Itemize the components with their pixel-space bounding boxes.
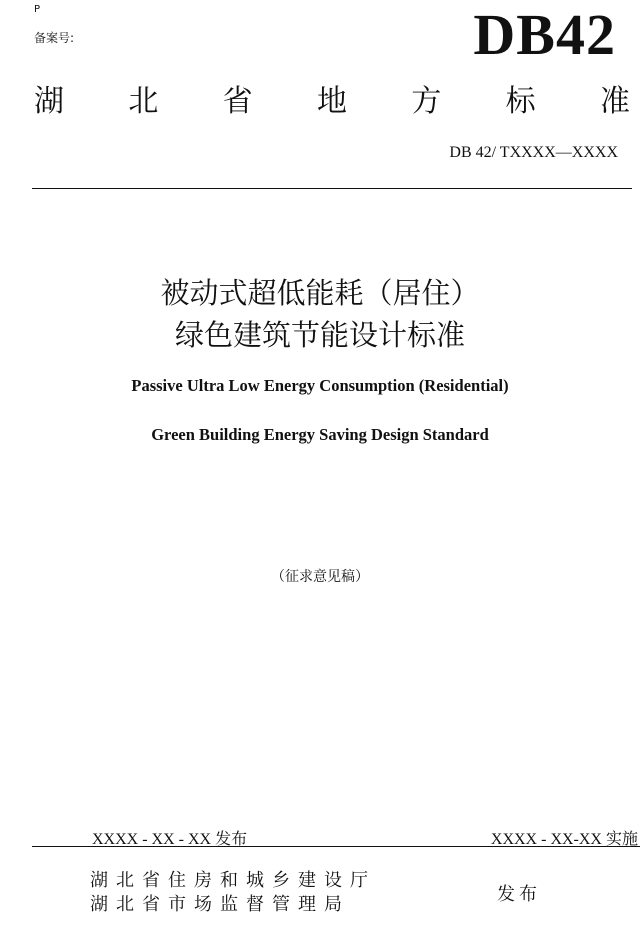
standard-level-char: 地	[316, 84, 347, 119]
title-chinese	[0, 272, 640, 356]
db-code-logo: DB42	[473, 2, 616, 67]
standard-level-char: 标	[505, 84, 536, 119]
issue-date: XXXX - XX - XX 发布	[92, 831, 248, 848]
title-cn-line1: 被动式超低能耗（居住）	[160, 276, 480, 310]
title-english-line1: Passive Ultra Low Energy Consumption (Residential)	[131, 376, 509, 395]
title-cn-line2: 绿色建筑节能设计标准	[174, 318, 465, 352]
title-english-line2: Green Building Energy Saving Design Standard	[151, 425, 489, 444]
implementation-date: XXXX - XX-XX 实施	[490, 831, 638, 848]
standard-level-char: 北	[128, 84, 159, 119]
standard-level	[34, 84, 630, 120]
publish-label: 发布	[497, 884, 541, 905]
draft-status: （征求意见稿）	[271, 569, 369, 585]
standard-level-char: 准	[599, 84, 630, 119]
record-number-label: 备案号:	[34, 31, 75, 45]
bottom-divider	[32, 846, 640, 847]
standard-number: DB 42/ TXXXX—XXXX	[449, 144, 618, 161]
issuer-line2: 湖北省市场监督管理局	[90, 894, 350, 915]
standard-level-char: 湖	[34, 84, 64, 119]
ics-code: P	[34, 4, 41, 15]
issuer-line1: 湖北省住房和城乡建设厅	[90, 870, 376, 891]
top-divider	[32, 188, 632, 189]
standard-level-char: 方	[411, 84, 442, 119]
standard-level-char: 省	[222, 84, 253, 119]
